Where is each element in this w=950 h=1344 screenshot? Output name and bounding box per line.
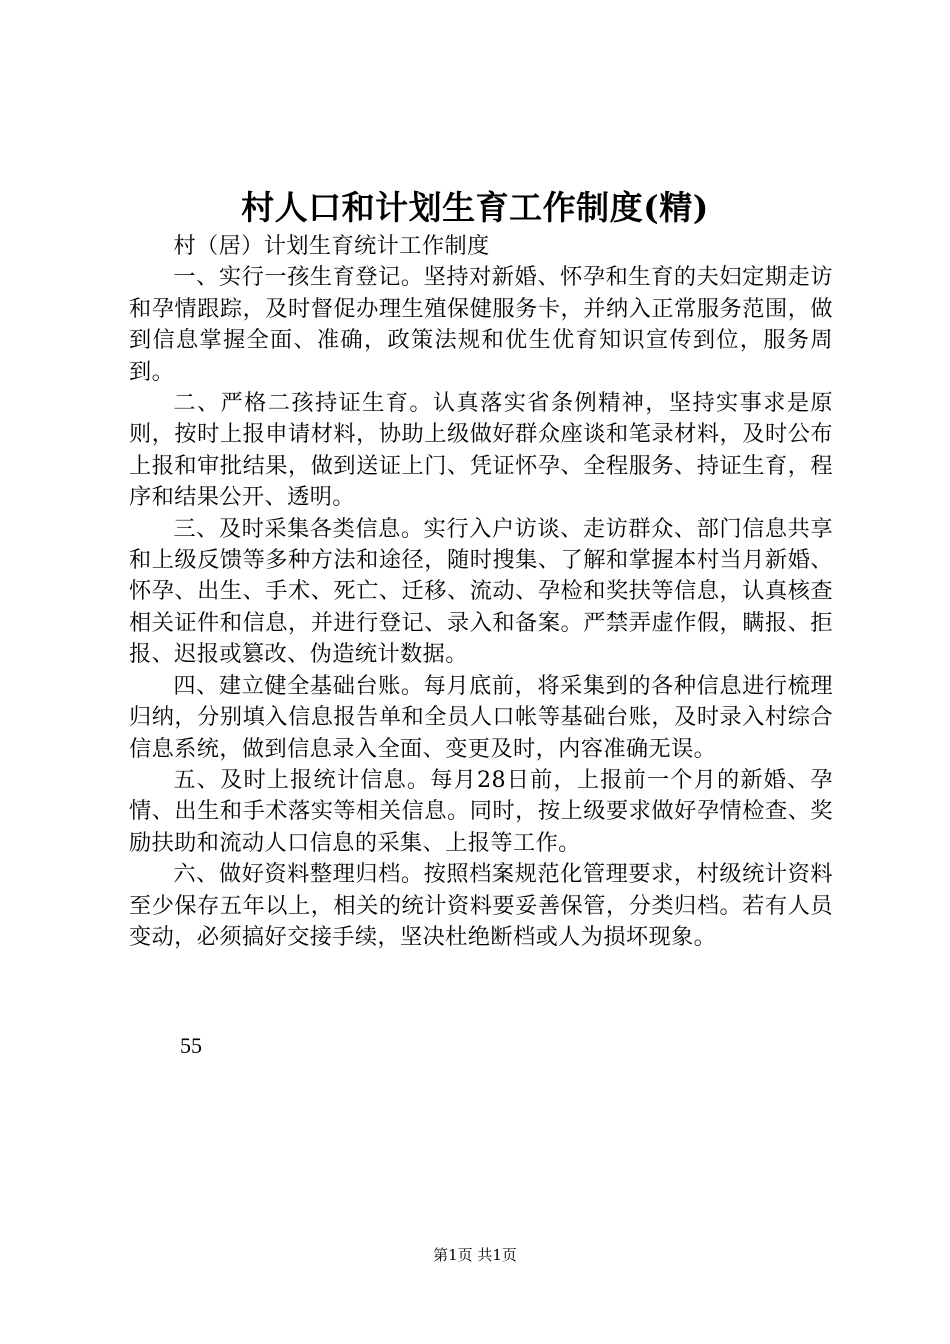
paragraph-5: 五、及时上报统计信息。每月28日前，上报前一个月的新婚、孕情、出生和手术落实等相关信息。同时，按上级要求做好孕情检查、奖励扶助和流动人口信息的采集、上报等工作。 bbox=[129, 766, 833, 856]
inline-page-number: 55 bbox=[180, 1033, 202, 1058]
page-footer: 第1页 共1页 bbox=[433, 1246, 517, 1264]
paragraph-1: 一、实行一孩生育登记。坚持对新婚、怀孕和生育的夫妇定期走访和孕情跟踪，及时督促办理生殖保健服务卡，并纳入正常服务范围，做到信息掌握全面、准确，政策法规和优生优育知识宣传到位，服务周到。 bbox=[129, 264, 833, 385]
paragraph-2: 二、严格二孩持证生育。认真落实省条例精神，坚持实事求是原则，按时上报申请材料，协助上级做好群众座谈和笔录材料，及时公布上报和审批结果，做到送证上门、凭证怀孕、全程服务、持证生育，程序和结果公开、透明。 bbox=[129, 390, 833, 511]
paragraph-3: 三、及时采集各类信息。实行入户访谈、走访群众、部门信息共享和上级反馈等多种方法和途径，随时搜集、了解和掌握本村当月新婚、怀孕、出生、手术、死亡、迁移、流动、孕检和奖扶等信息，认真核查相关证件和信息，并进行登记、录入和备案。严禁弄虚作假，瞒报、拒报、迟报或篡改、伪造统计数据。 bbox=[129, 515, 833, 668]
paragraph-4: 四、建立健全基础台账。每月底前，将采集到的各种信息进行梳理归纳，分别填入信息报告单和全员人口帐等基础台账，及时录入村综合信息系统，做到信息录入全面、变更及时，内容准确无误。 bbox=[129, 672, 833, 762]
paragraph-6: 六、做好资料整理归档。按照档案规范化管理要求，村级统计资料至少保存五年以上，相关的统计资料要妥善保管，分类归档。若有人员变动，必须搞好交接手续，坚决杜绝断档或人为损坏现象。 bbox=[129, 861, 833, 950]
document-title: 村人口和计划生育工作制度(精) bbox=[241, 188, 709, 227]
section-subtitle: 村（居）计划生育统计工作制度 bbox=[173, 233, 490, 259]
document-body bbox=[129, 231, 833, 953]
